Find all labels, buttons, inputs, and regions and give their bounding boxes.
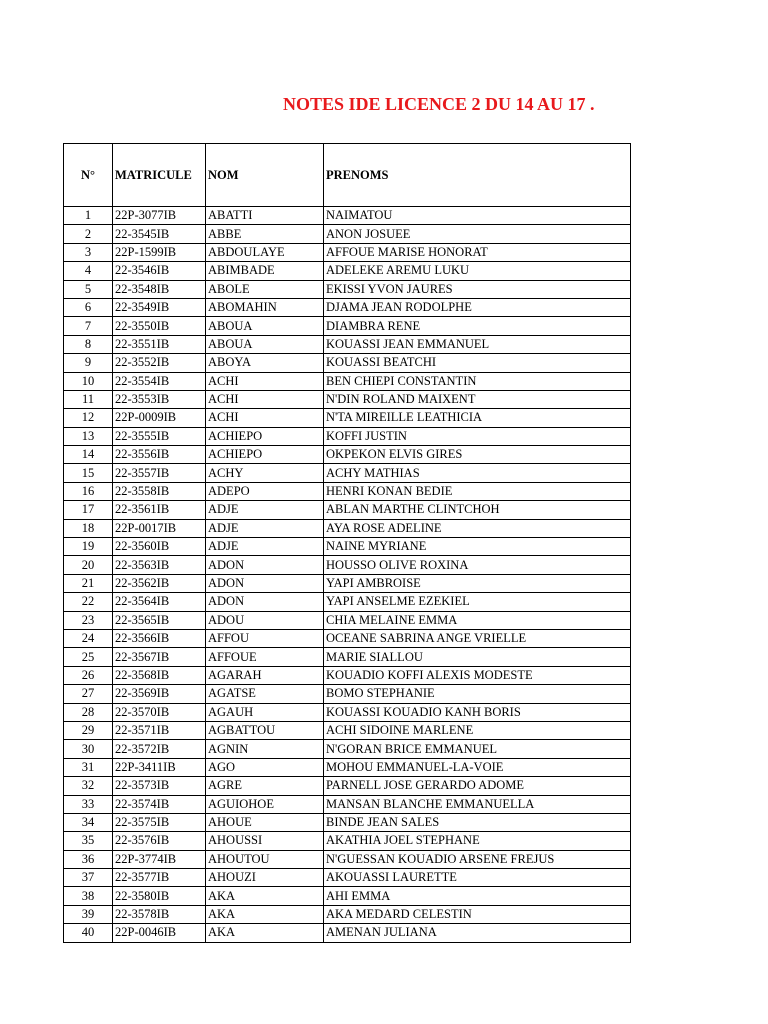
cell-prenoms: EKISSI YVON JAURES xyxy=(324,280,631,298)
cell-nom: AGNIN xyxy=(206,740,324,758)
cell-prenoms: AKOUASSI LAURETTE xyxy=(324,869,631,887)
cell-nom: ACHI xyxy=(206,390,324,408)
student-table xyxy=(63,143,631,943)
cell-prenoms: AMENAN JULIANA xyxy=(324,924,631,942)
header-matricule: MATRICULE xyxy=(113,144,206,207)
cell-matricule: 22-3574IB xyxy=(113,795,206,813)
table-row xyxy=(64,740,631,758)
table-row xyxy=(64,464,631,482)
table-row xyxy=(64,335,631,353)
table-row xyxy=(64,758,631,776)
cell-matricule: 22P-1599IB xyxy=(113,243,206,261)
cell-num: 2 xyxy=(64,225,113,243)
table-row xyxy=(64,777,631,795)
cell-prenoms: ACHY MATHIAS xyxy=(324,464,631,482)
table-row xyxy=(64,538,631,556)
cell-nom: AFFOUE xyxy=(206,648,324,666)
cell-matricule: 22P-0009IB xyxy=(113,409,206,427)
header-prenoms: PRENOMS xyxy=(324,144,631,207)
cell-num: 9 xyxy=(64,354,113,372)
cell-nom: ABATTI xyxy=(206,207,324,225)
cell-num: 28 xyxy=(64,703,113,721)
page-title: NOTES IDE LICENCE 2 DU 14 AU 17 . xyxy=(283,94,595,114)
cell-prenoms: BINDE JEAN SALES xyxy=(324,813,631,831)
table-row xyxy=(64,207,631,225)
cell-prenoms: N'TA MIREILLE LEATHICIA xyxy=(324,409,631,427)
table-row xyxy=(64,501,631,519)
cell-prenoms: ACHI SIDOINE MARLENE xyxy=(324,721,631,739)
cell-prenoms: ABLAN MARTHE CLINTCHOH xyxy=(324,501,631,519)
table-row xyxy=(64,372,631,390)
cell-prenoms: ANON JOSUEE xyxy=(324,225,631,243)
cell-num: 34 xyxy=(64,813,113,831)
table-row xyxy=(64,850,631,868)
table-row xyxy=(64,887,631,905)
cell-prenoms: MOHOU EMMANUEL-LA-VOIE xyxy=(324,758,631,776)
cell-matricule: 22-3558IB xyxy=(113,482,206,500)
cell-nom: ACHIEPO xyxy=(206,446,324,464)
cell-num: 20 xyxy=(64,556,113,574)
table-row xyxy=(64,611,631,629)
cell-prenoms: DIAMBRA RENE xyxy=(324,317,631,335)
cell-nom: ADON xyxy=(206,556,324,574)
cell-nom: ADJE xyxy=(206,519,324,537)
cell-nom: AGARAH xyxy=(206,666,324,684)
cell-nom: AFFOU xyxy=(206,629,324,647)
cell-matricule: 22-3560IB xyxy=(113,538,206,556)
cell-nom: ABOYA xyxy=(206,354,324,372)
cell-nom: ABOMAHIN xyxy=(206,298,324,316)
cell-prenoms: NAINE MYRIANE xyxy=(324,538,631,556)
cell-num: 14 xyxy=(64,446,113,464)
cell-num: 21 xyxy=(64,574,113,592)
cell-num: 4 xyxy=(64,262,113,280)
header-num: N° xyxy=(64,144,113,207)
cell-num: 19 xyxy=(64,538,113,556)
cell-num: 7 xyxy=(64,317,113,335)
table-row xyxy=(64,629,631,647)
table-row xyxy=(64,666,631,684)
cell-matricule: 22-3556IB xyxy=(113,446,206,464)
cell-matricule: 22-3565IB xyxy=(113,611,206,629)
cell-prenoms: KOUASSI BEATCHI xyxy=(324,354,631,372)
table-row xyxy=(64,243,631,261)
cell-matricule: 22P-3774IB xyxy=(113,850,206,868)
cell-matricule: 22-3569IB xyxy=(113,685,206,703)
cell-nom: ABOUA xyxy=(206,335,324,353)
cell-matricule: 22-3567IB xyxy=(113,648,206,666)
cell-num: 22 xyxy=(64,593,113,611)
cell-matricule: 22-3561IB xyxy=(113,501,206,519)
cell-num: 3 xyxy=(64,243,113,261)
cell-num: 16 xyxy=(64,482,113,500)
cell-nom: AGATSE xyxy=(206,685,324,703)
cell-nom: ABOUA xyxy=(206,317,324,335)
cell-nom: ADON xyxy=(206,574,324,592)
cell-num: 5 xyxy=(64,280,113,298)
cell-prenoms: NAIMATOU xyxy=(324,207,631,225)
table-row xyxy=(64,390,631,408)
cell-matricule: 22-3571IB xyxy=(113,721,206,739)
cell-num: 29 xyxy=(64,721,113,739)
table-row xyxy=(64,648,631,666)
cell-num: 38 xyxy=(64,887,113,905)
table-row xyxy=(64,317,631,335)
cell-num: 23 xyxy=(64,611,113,629)
cell-nom: AGAUH xyxy=(206,703,324,721)
table-row xyxy=(64,721,631,739)
cell-nom: AGRE xyxy=(206,777,324,795)
table-row xyxy=(64,225,631,243)
cell-num: 15 xyxy=(64,464,113,482)
cell-num: 18 xyxy=(64,519,113,537)
header-nom: NOM xyxy=(206,144,324,207)
cell-matricule: 22-3546IB xyxy=(113,262,206,280)
table-header xyxy=(64,144,631,207)
cell-matricule: 22P-3411IB xyxy=(113,758,206,776)
cell-prenoms: KOUADIO KOFFI ALEXIS MODESTE xyxy=(324,666,631,684)
cell-nom: AGO xyxy=(206,758,324,776)
table-row xyxy=(64,298,631,316)
cell-matricule: 22-3562IB xyxy=(113,574,206,592)
cell-nom: AGBATTOU xyxy=(206,721,324,739)
cell-matricule: 22-3566IB xyxy=(113,629,206,647)
table-row xyxy=(64,409,631,427)
cell-nom: AKA xyxy=(206,887,324,905)
cell-nom: AKA xyxy=(206,924,324,942)
cell-matricule: 22-3564IB xyxy=(113,593,206,611)
table-row xyxy=(64,832,631,850)
table-row xyxy=(64,354,631,372)
cell-prenoms: AHI EMMA xyxy=(324,887,631,905)
cell-nom: AHOUTOU xyxy=(206,850,324,868)
cell-prenoms: KOUASSI JEAN EMMANUEL xyxy=(324,335,631,353)
table-row xyxy=(64,795,631,813)
cell-matricule: 22-3578IB xyxy=(113,905,206,923)
cell-nom: ABBE xyxy=(206,225,324,243)
cell-nom: ABIMBADE xyxy=(206,262,324,280)
cell-nom: ADJE xyxy=(206,538,324,556)
cell-prenoms: ADELEKE AREMU LUKU xyxy=(324,262,631,280)
cell-nom: AGUIOHOE xyxy=(206,795,324,813)
cell-num: 40 xyxy=(64,924,113,942)
cell-num: 36 xyxy=(64,850,113,868)
cell-nom: AKA xyxy=(206,905,324,923)
cell-num: 10 xyxy=(64,372,113,390)
table-row xyxy=(64,924,631,942)
cell-nom: ABOLE xyxy=(206,280,324,298)
cell-num: 31 xyxy=(64,758,113,776)
table-row xyxy=(64,280,631,298)
cell-nom: ADEPO xyxy=(206,482,324,500)
cell-num: 26 xyxy=(64,666,113,684)
cell-matricule: 22-3549IB xyxy=(113,298,206,316)
cell-nom: ACHI xyxy=(206,409,324,427)
cell-num: 33 xyxy=(64,795,113,813)
cell-prenoms: HENRI KONAN BEDIE xyxy=(324,482,631,500)
cell-matricule: 22-3557IB xyxy=(113,464,206,482)
cell-matricule: 22-3573IB xyxy=(113,777,206,795)
cell-matricule: 22-3552IB xyxy=(113,354,206,372)
cell-prenoms: AKATHIA JOEL STEPHANE xyxy=(324,832,631,850)
table-row xyxy=(64,593,631,611)
cell-prenoms: OKPEKON ELVIS GIRES xyxy=(324,446,631,464)
cell-matricule: 22-3568IB xyxy=(113,666,206,684)
cell-matricule: 22-3577IB xyxy=(113,869,206,887)
cell-nom: ACHI xyxy=(206,372,324,390)
cell-prenoms: AFFOUE MARISE HONORAT xyxy=(324,243,631,261)
table-row xyxy=(64,813,631,831)
cell-num: 17 xyxy=(64,501,113,519)
cell-num: 13 xyxy=(64,427,113,445)
cell-prenoms: MARIE SIALLOU xyxy=(324,648,631,666)
cell-num: 24 xyxy=(64,629,113,647)
cell-nom: ACHIEPO xyxy=(206,427,324,445)
cell-matricule: 22-3553IB xyxy=(113,390,206,408)
cell-matricule: 22-3545IB xyxy=(113,225,206,243)
cell-matricule: 22-3550IB xyxy=(113,317,206,335)
cell-prenoms: DJAMA JEAN RODOLPHE xyxy=(324,298,631,316)
cell-nom: ACHY xyxy=(206,464,324,482)
cell-nom: ADOU xyxy=(206,611,324,629)
cell-prenoms: KOUASSI KOUADIO KANH BORIS xyxy=(324,703,631,721)
cell-prenoms: N'DIN ROLAND MAIXENT xyxy=(324,390,631,408)
table-row xyxy=(64,703,631,721)
cell-matricule: 22-3580IB xyxy=(113,887,206,905)
cell-prenoms: N'GUESSAN KOUADIO ARSENE FREJUS xyxy=(324,850,631,868)
cell-prenoms: OCEANE SABRINA ANGE VRIELLE xyxy=(324,629,631,647)
table-row xyxy=(64,574,631,592)
cell-num: 27 xyxy=(64,685,113,703)
cell-matricule: 22-3554IB xyxy=(113,372,206,390)
cell-matricule: 22-3575IB xyxy=(113,813,206,831)
cell-prenoms: N'GORAN BRICE EMMANUEL xyxy=(324,740,631,758)
cell-nom: ADON xyxy=(206,593,324,611)
table-body xyxy=(64,207,631,943)
cell-prenoms: BOMO STEPHANIE xyxy=(324,685,631,703)
cell-prenoms: KOFFI JUSTIN xyxy=(324,427,631,445)
cell-prenoms: YAPI ANSELME EZEKIEL xyxy=(324,593,631,611)
cell-matricule: 22-3551IB xyxy=(113,335,206,353)
table-row xyxy=(64,427,631,445)
cell-matricule: 22-3563IB xyxy=(113,556,206,574)
cell-matricule: 22-3572IB xyxy=(113,740,206,758)
cell-prenoms: MANSAN BLANCHE EMMANUELLA xyxy=(324,795,631,813)
cell-nom: ABDOULAYE xyxy=(206,243,324,261)
table-row xyxy=(64,262,631,280)
table-row xyxy=(64,905,631,923)
cell-matricule: 22-3576IB xyxy=(113,832,206,850)
cell-num: 8 xyxy=(64,335,113,353)
cell-num: 1 xyxy=(64,207,113,225)
cell-num: 32 xyxy=(64,777,113,795)
cell-num: 11 xyxy=(64,390,113,408)
cell-prenoms: AYA ROSE ADELINE xyxy=(324,519,631,537)
cell-nom: ADJE xyxy=(206,501,324,519)
table-row xyxy=(64,446,631,464)
cell-num: 6 xyxy=(64,298,113,316)
cell-nom: AHOUZI xyxy=(206,869,324,887)
cell-matricule: 22-3555IB xyxy=(113,427,206,445)
cell-prenoms: HOUSSO OLIVE ROXINA xyxy=(324,556,631,574)
cell-matricule: 22P-0017IB xyxy=(113,519,206,537)
cell-nom: AHOUSSI xyxy=(206,832,324,850)
cell-prenoms: YAPI AMBROISE xyxy=(324,574,631,592)
cell-prenoms: AKA MEDARD CELESTIN xyxy=(324,905,631,923)
cell-prenoms: PARNELL JOSE GERARDO ADOME xyxy=(324,777,631,795)
cell-prenoms: BEN CHIEPI CONSTANTIN xyxy=(324,372,631,390)
table-row xyxy=(64,482,631,500)
cell-num: 37 xyxy=(64,869,113,887)
cell-num: 35 xyxy=(64,832,113,850)
table-row xyxy=(64,519,631,537)
header-row xyxy=(64,144,631,207)
cell-matricule: 22-3570IB xyxy=(113,703,206,721)
cell-num: 30 xyxy=(64,740,113,758)
table-row xyxy=(64,869,631,887)
cell-matricule: 22P-3077IB xyxy=(113,207,206,225)
cell-num: 25 xyxy=(64,648,113,666)
cell-nom: AHOUE xyxy=(206,813,324,831)
table-row xyxy=(64,556,631,574)
cell-prenoms: CHIA MELAINE EMMA xyxy=(324,611,631,629)
cell-matricule: 22P-0046IB xyxy=(113,924,206,942)
cell-num: 12 xyxy=(64,409,113,427)
cell-matricule: 22-3548IB xyxy=(113,280,206,298)
table-row xyxy=(64,685,631,703)
cell-num: 39 xyxy=(64,905,113,923)
